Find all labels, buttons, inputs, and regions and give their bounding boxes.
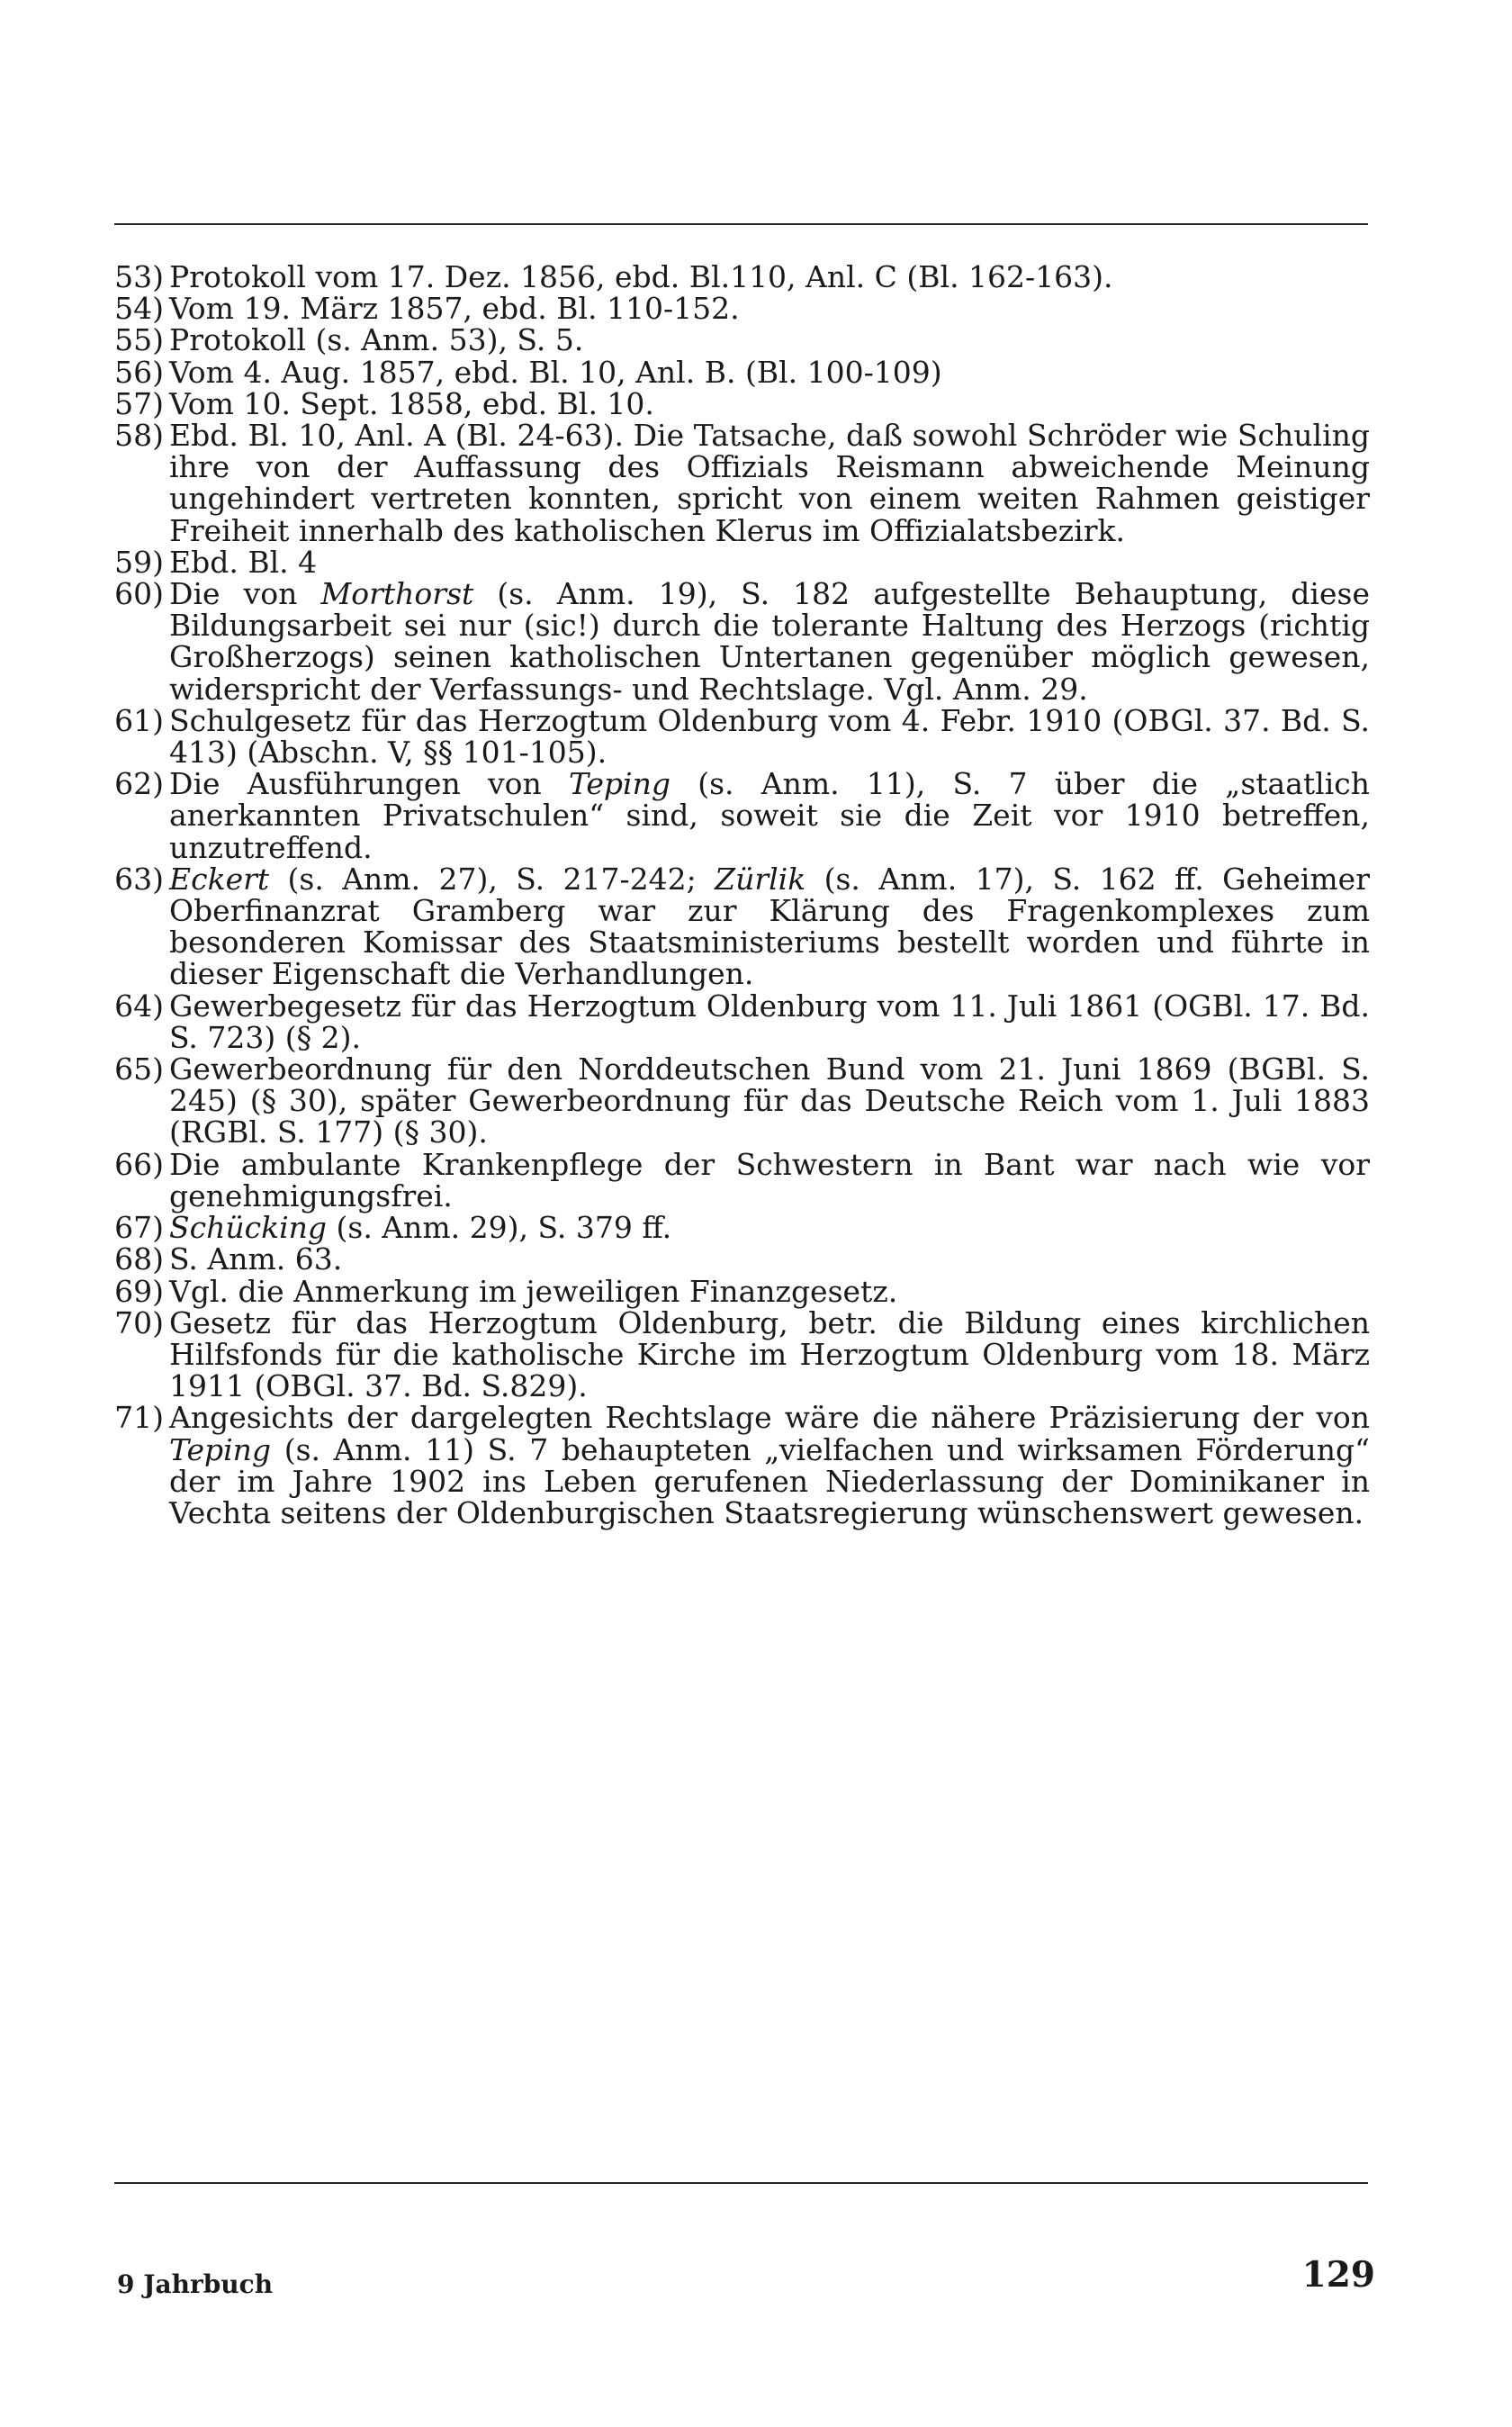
- footnote-text: S. Anm. 63.: [169, 1241, 343, 1277]
- footnote-text: [169, 768, 1370, 863]
- footnote-number: 68): [114, 1241, 164, 1277]
- bottom-rule: [114, 2182, 1368, 2184]
- footnote-number: 59): [114, 544, 164, 580]
- footnote-number: 60): [114, 576, 164, 612]
- footnote-text: Schulgesetz für das Herzogtum Oldenburg vom 4. Febr. 1910 (OBGl. 37. Bd. S. 413) (Abschn. V, §§ 101-105).: [169, 702, 1370, 771]
- footnote-number: 62): [114, 766, 164, 802]
- footnote-71: [112, 1402, 1370, 1529]
- footnote-text: Gewerbegesetz für das Herzogtum Oldenburg vom 11. Juli 1861 (OGBl. 17. Bd. S. 723) (§ 2).: [169, 988, 1370, 1055]
- footnote-text-rest: (s. Anm. 11) S. 7 behaupteten „vielfachen und wirksamen Förderung“ der im Jahre 1902 ins Leben gerufenen Niederlassung der Dominikaner in Vechta seitens der Oldenburgischen Staatsregierung wünschenswert gewesen.: [169, 1431, 1370, 1530]
- footnote-number: 57): [114, 385, 164, 421]
- footnote-text: [169, 1210, 1370, 1246]
- cited-author: Zürlik: [715, 861, 806, 897]
- footnote-text: [169, 863, 1370, 990]
- footnote-number: 61): [114, 702, 164, 738]
- footnote-text-lead: Angesichts der dargelegten Rechtslage wäre die nähere Präzisierung der von: [169, 1400, 1370, 1436]
- signature-mark: 9 Jahrbuch: [117, 2269, 274, 2299]
- footnote-text: Protokoll vom 17. Dez. 1856, ebd. Bl.110, Anl. C (Bl. 162-163).: [169, 259, 1113, 294]
- footnote-text: Protokoll (s. Anm. 53), S. 5.: [169, 322, 584, 358]
- footnote-67: [112, 1210, 1370, 1246]
- footnote-text-mid: (s. Anm. 27), S. 217-242;: [269, 861, 716, 897]
- footnote-number: 70): [114, 1304, 164, 1340]
- footnote-60: [112, 578, 1370, 705]
- footnote-number: 58): [114, 418, 164, 454]
- footnote-64: [112, 990, 1370, 1053]
- footnote-54: [112, 291, 1370, 327]
- footnote-text: Die ambulante Krankenpflege der Schwestern in Bant war nach wie vor genehmigungsfrei.: [169, 1146, 1370, 1214]
- footnote-text: Vom 4. Aug. 1857, ebd. Bl. 10, Anl. B. (Bl. 100-109): [169, 354, 942, 390]
- footnote-text-rest: (s. Anm. 19), S. 182 aufgestellte Behauptung, diese Bildungsarbeit sei nur (sic!) durch die tolerante Haltung des Herzogs (richtig Großherzogs) seinen katholischen Untertanen gegenüber möglich gewesen, widerspricht der Verfassungs- und Rechtslage. Vgl. Anm. 29.: [169, 576, 1370, 707]
- footnote-text-lead: Die Ausführungen von: [169, 766, 569, 802]
- footnote-63: [112, 863, 1370, 990]
- footnote-number: 56): [114, 354, 164, 390]
- footnote-number: 65): [114, 1051, 164, 1087]
- footnote-text-rest: (s. Anm. 29), S. 379 ff.: [327, 1210, 672, 1246]
- footnote-text: [169, 578, 1370, 705]
- footnote-text: Gewerbeordnung für den Norddeutschen Bund vom 21. Juni 1869 (BGBl. S. 245) (§ 30), später Gewerbeordnung für das Deutsche Reich vom 1. Juli 1883 (RGBl. S. 177) (§ 30).: [169, 1051, 1370, 1150]
- cited-author: Eckert: [169, 861, 270, 897]
- footnote-text: Ebd. Bl. 10, Anl. A (Bl. 24-63). Die Tatsache, daß sowohl Schröder wie Schuling ihre von der Auffassung des Offizials Reismann abweichende Meinung ungehindert vertreten konnten, spricht von einem weiten Rahmen geistiger Freiheit innerhalb des katholischen Klerus im Offizialatsbezirk.: [169, 418, 1370, 548]
- footnote-55: [112, 324, 1370, 356]
- footnote-text: Vom 19. März 1857, ebd. Bl. 110-152.: [169, 291, 740, 327]
- footnote-70: [112, 1304, 1370, 1404]
- footnote-62: [112, 768, 1370, 863]
- footnote-number: 69): [114, 1273, 164, 1309]
- footnote-number: 54): [114, 291, 164, 327]
- footnote-text: Gesetz für das Herzogtum Oldenburg, betr. die Bildung eines kirchlichen Hilfsfonds für die katholische Kirche im Herzogtum Oldenburg vom 18. März 1911 (OBGl. 37. Bd. S.829).: [169, 1304, 1370, 1404]
- footnote-66: [112, 1146, 1370, 1214]
- footnote-61: [112, 702, 1370, 771]
- footnote-number: 67): [114, 1210, 164, 1246]
- footnote-text: Ebd. Bl. 4: [169, 544, 318, 580]
- footnote-number: 66): [114, 1146, 164, 1182]
- footnote-69: [112, 1273, 1370, 1309]
- footnote-58: [112, 420, 1370, 546]
- footnote-65: [112, 1053, 1370, 1149]
- footnote-68: [112, 1243, 1370, 1275]
- footnote-57: [112, 385, 1370, 421]
- cited-author: Morthorst: [320, 576, 474, 612]
- footnote-text-rest: (s. Anm. 17), S. 162 ff. Geheimer Oberfinanzrat Gramberg war zur Klärung des Fragenkomplexes zum besonderen Komissar des Staatsministeriums bestellt worden und führte in dieser Eigenschaft die Verhandlungen.: [169, 861, 1370, 992]
- top-rule: [114, 223, 1368, 225]
- footnote-text: [169, 1402, 1370, 1529]
- footnote-53: [112, 261, 1370, 293]
- page-number: 129: [1301, 2254, 1375, 2296]
- footnote-number: 53): [114, 259, 164, 294]
- cited-author: Schücking: [169, 1210, 328, 1246]
- footnote-text: Vgl. die Anmerkung im jeweiligen Finanzgesetz.: [169, 1273, 898, 1309]
- footnote-text-rest: (s. Anm. 11), S. 7 über die „staatlich anerkannten Privatschulen“ sind, soweit sie die Zeit vor 1910 betreffen, unzutreffend.: [169, 766, 1370, 865]
- footnote-text-lead: Die von: [169, 576, 321, 612]
- footnote-list: [112, 261, 1370, 1529]
- footnote-number: 64): [114, 988, 164, 1024]
- footnote-text: Vom 10. Sept. 1858, ebd. Bl. 10.: [169, 385, 654, 421]
- footnote-56: [112, 356, 1370, 388]
- footnote-number: 71): [114, 1400, 164, 1436]
- footnote-number: 63): [114, 861, 164, 897]
- cited-author: Teping: [169, 1431, 272, 1467]
- footnote-59: [112, 546, 1370, 578]
- footnote-number: 55): [114, 322, 164, 358]
- cited-author: Teping: [568, 766, 670, 802]
